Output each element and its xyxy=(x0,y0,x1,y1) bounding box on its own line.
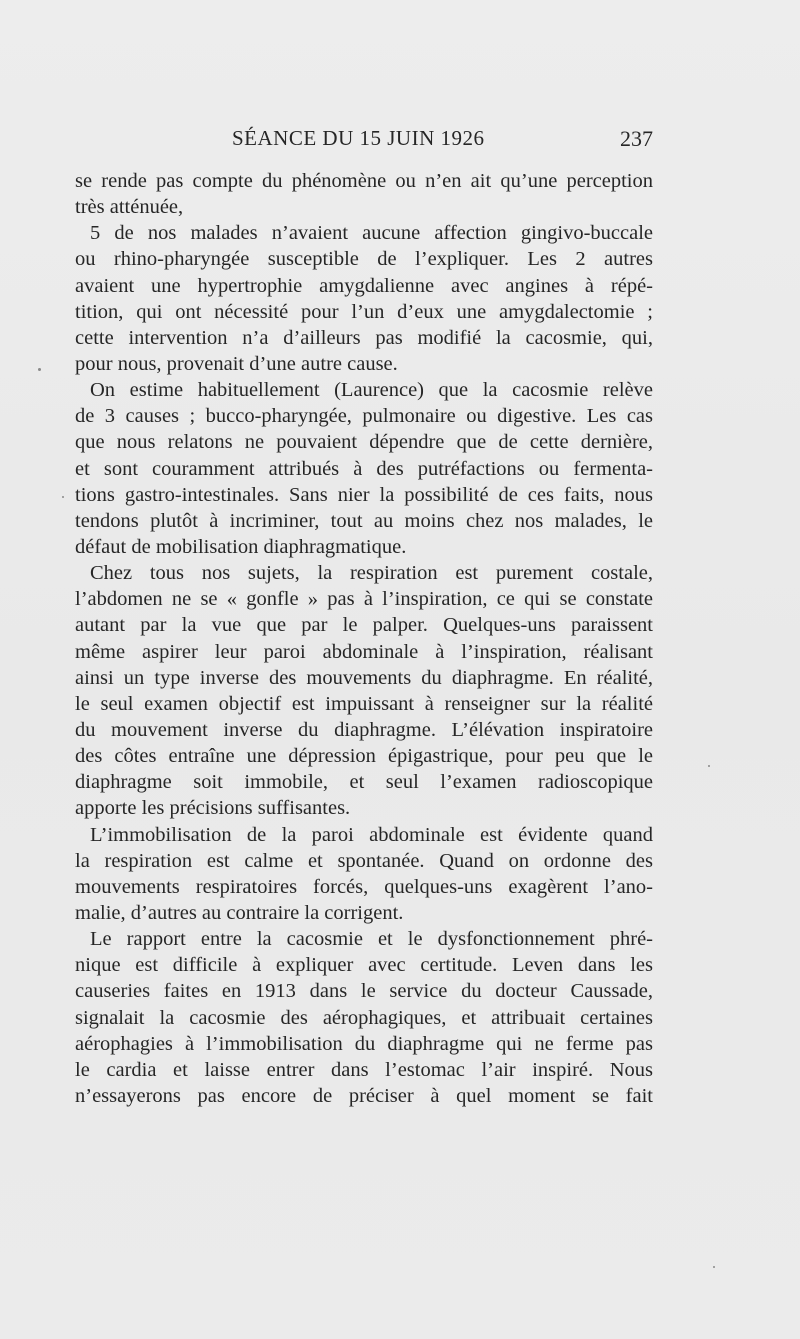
text-line: tition, qui ont nécessité pour l’un d’eux une amygdalectomie ; xyxy=(75,300,653,323)
page-header xyxy=(75,126,653,156)
text-line: Le rapport entre la cacosmie et le dysfonctionnement phré- xyxy=(90,928,653,951)
paper-speck xyxy=(62,496,64,498)
text-line: défaut de mobilisation diaphragmatique. xyxy=(75,535,407,558)
text-line: et sont couramment attribués à des putréfactions ou fermenta- xyxy=(75,457,653,480)
text-line: le seul examen objectif est impuissant à renseigner sur la réalité xyxy=(75,692,653,715)
text-line: même aspirer leur paroi abdominale à l’inspiration, réalisant xyxy=(75,640,653,663)
text-line: ou rhino-pharyngée susceptible de l’expliquer. Les 2 autres xyxy=(75,248,653,271)
text-line: malie, d’autres au contraire la corrigent. xyxy=(75,901,404,924)
page-number: 237 xyxy=(620,126,653,151)
text-line: Chez tous nos sujets, la respiration est purement costale, xyxy=(90,562,653,585)
text-line: nique est difficile à expliquer avec certitude. Leven dans les xyxy=(75,954,653,977)
paper-speck xyxy=(708,765,710,767)
text-line: que nous relatons ne pouvaient dépendre que de cette dernière, xyxy=(75,431,653,454)
text-line: mouvements respiratoires forcés, quelques-uns exagèrent l’ano- xyxy=(75,875,653,898)
text-line: ainsi un type inverse des mouvements du diaphragme. En réalité, xyxy=(75,666,653,689)
text-line: des côtes entraîne une dépression épigastrique, pour peu que le xyxy=(75,745,653,768)
text-line: tendons plutôt à incriminer, tout au moins chez nos malades, le xyxy=(75,509,653,532)
text-line: la respiration est calme et spontanée. Quand on ordonne des xyxy=(75,849,653,872)
text-line: de 3 causes ; bucco-pharyngée, pulmonaire ou digestive. Les cas xyxy=(75,405,653,428)
text-line: l’abdomen ne se « gonfle » pas à l’inspiration, ce qui se constate xyxy=(75,588,653,611)
text-line: avaient une hypertrophie amygdalienne avec angines à répé- xyxy=(75,274,653,297)
text-line: signalait la cacosmie des aérophagiques, et attribuait certaines xyxy=(75,1006,653,1029)
text-line: aérophagies à l’immobilisation du diaphragme qui ne ferme pas xyxy=(75,1032,653,1055)
running-head: SÉANCE DU 15 JUIN 1926 xyxy=(232,126,485,150)
text-line: tions gastro-intestinales. Sans nier la possibilité de ces faits, nous xyxy=(75,483,653,506)
paper-speck xyxy=(713,1266,715,1268)
text-line: apporte les précisions suffisantes. xyxy=(75,797,351,820)
text-line: 5 de nos malades n’avaient aucune affection gingivo-buccale xyxy=(90,222,653,245)
text-line: causeries faites en 1913 dans le service du docteur Caussade, xyxy=(75,980,653,1003)
body-text xyxy=(75,168,653,1109)
paper-speck xyxy=(38,368,41,371)
text-line: pour nous, provenait d’une autre cause. xyxy=(75,352,398,375)
text-line: n’essayerons pas encore de préciser à quel moment se fait xyxy=(75,1084,653,1107)
text-line: du mouvement inverse du diaphragme. L’élévation inspiratoire xyxy=(75,718,653,741)
text-line: L’immobilisation de la paroi abdominale est évidente quand xyxy=(90,823,653,846)
text-line: autant par la vue que par le palper. Quelques-uns paraissent xyxy=(75,614,653,637)
text-line: cette intervention n’a d’ailleurs pas modifié la cacosmie, qui, xyxy=(75,326,653,349)
text-line: très atténuée, xyxy=(75,196,184,219)
text-line: diaphragme soit immobile, et seul l’examen radioscopique xyxy=(75,771,653,794)
text-line: se rende pas compte du phénomène ou n’en ait qu’une perception xyxy=(75,170,653,192)
text-line: le cardia et laisse entrer dans l’estomac l’air inspiré. Nous xyxy=(75,1058,653,1081)
text-line: On estime habituellement (Laurence) que la cacosmie relève xyxy=(90,379,653,402)
